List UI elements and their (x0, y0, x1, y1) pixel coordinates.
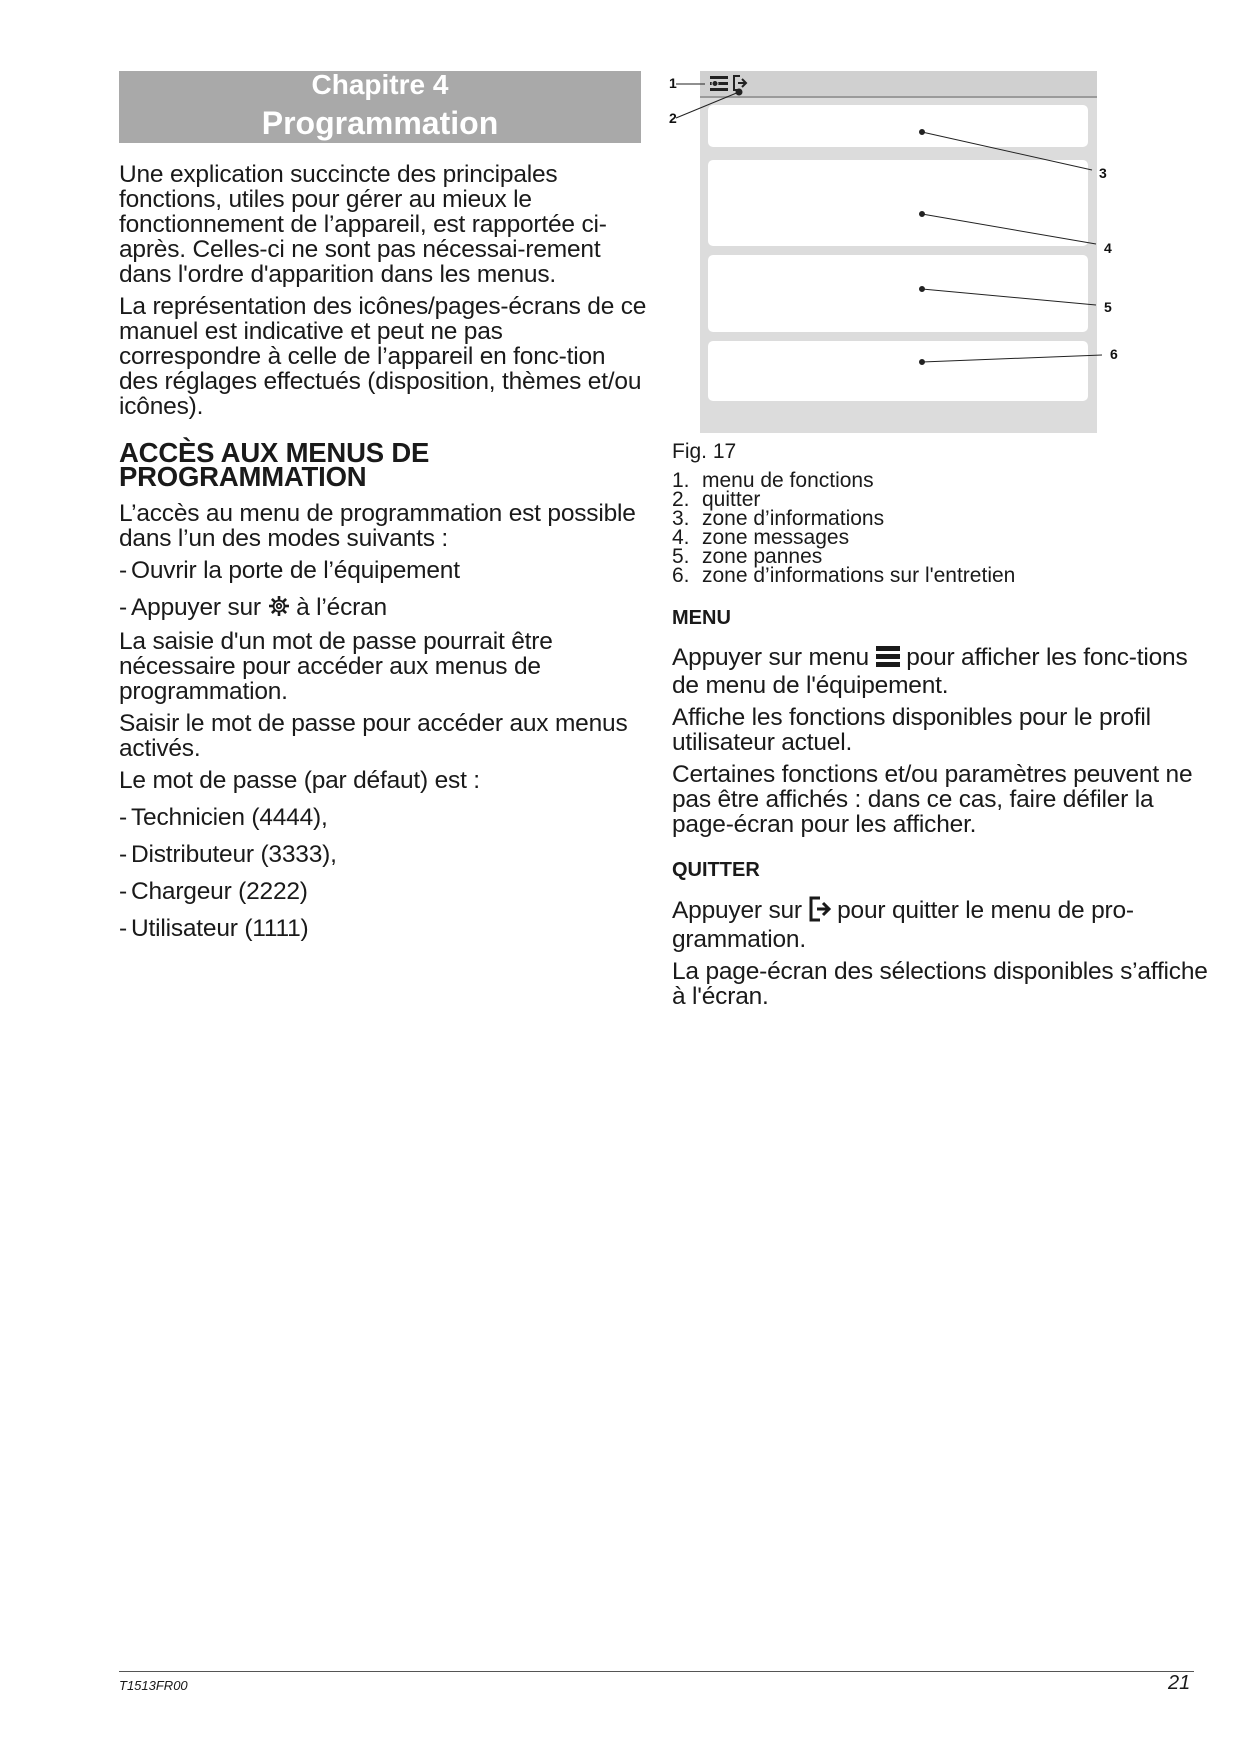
chapter-number: Chapitre 4 (311, 69, 449, 100)
access-mode-2-text-b: à l’écran (296, 594, 387, 621)
access-paragraph-1: L’accès au menu de programmation est possible dans l’un des modes suivants : (119, 500, 636, 552)
exit-icon (809, 896, 831, 927)
legend-item: 4. zone messages (672, 526, 850, 549)
password-item: - Technicien (4444), (119, 804, 328, 832)
quit-paragraph-1: Appuyer sur pour quitter le menu de pro-grammation. (672, 896, 1134, 953)
left-column (119, 162, 649, 953)
password-item: - Chargeur (2222) (119, 878, 308, 906)
intro-paragraph-2: La représentation des icônes/pages-écrans de ce manuel est indicative et peut ne pas correspondre à celle de l’appareil en fonc-tion des réglages effectués (disposition, thèmes et/ou icônes). (119, 293, 647, 420)
figure-caption: Fig. 17 (672, 440, 737, 463)
menu-paragraph-2: Affiche les fonctions disponibles pour le profil utilisateur actuel. (672, 704, 1151, 756)
menu-paragraph-1: Appuyer sur menu pour afficher les fonc-tions de menu de l'équipement. (672, 643, 1188, 699)
access-paragraph-4: Le mot de passe (par défaut) est : (119, 767, 480, 795)
password-item: - Distributeur (3333), (119, 841, 337, 869)
password-chargeur: Chargeur (2222) (131, 878, 308, 906)
access-mode-2-text-a: Appuyer sur (131, 594, 261, 621)
hamburger-menu-icon (876, 644, 900, 673)
page-number: 21 (1168, 1672, 1191, 1694)
intro-paragraph-1: Une explication succincte des principales fonctions, utiles pour gérer au mieux le fonctionnement de l’appareil, est rapportée ci-après. Celles-ci ne sont pas nécessai-rement dans l'ordre d'apparition dans les menus. (119, 161, 607, 288)
access-paragraph-3: Saisir le mot de passe pour accéder aux menus activés. (119, 710, 628, 763)
password-technicien: Technicien (4444), (131, 804, 328, 832)
right-column (672, 441, 1212, 1016)
legend-item: 5. zone pannes (672, 545, 823, 568)
figure-legend (672, 471, 1212, 585)
quit-paragraph-2: La page-écran des sélections disponibles s’affiche à l'écran. (672, 958, 1208, 1010)
access-mode-1: - Ouvrir la porte de l’équipement (119, 557, 460, 584)
callout-3: 3 (1099, 165, 1107, 181)
access-mode-2: - Appuyer sur à l’écran (119, 594, 387, 621)
callout-6: 6 (1110, 346, 1118, 362)
legend-item: 2. quitter (672, 488, 761, 511)
access-heading: ACCÈS AUX MENUS DE PROGRAMMATION (119, 437, 430, 492)
chapter-title: Programmation (261, 105, 499, 141)
access-paragraph-2: La saisie d'un mot de passe pourrait être nécessaire pour accéder aux menus de programmation. (119, 628, 553, 706)
leader-lines (660, 68, 1130, 368)
password-distributeur: Distributeur (3333), (131, 841, 337, 869)
password-item: - Utilisateur (1111) (119, 915, 309, 943)
document-code: T1513FR00 (119, 1678, 188, 1693)
chapter-header (119, 71, 641, 143)
gear-icon (268, 595, 290, 622)
legend-item: 3. zone d’informations (672, 507, 885, 530)
legend-item: 6. zone d’informations sur l'entretien (672, 564, 1016, 587)
password-utilisateur: Utilisateur (1111) (131, 915, 309, 943)
footer-divider (119, 1671, 1194, 1672)
callout-1: 1 (669, 75, 677, 91)
menu-paragraph-3: Certaines fonctions et/ou paramètres peuvent ne pas être affichés : dans ce cas, faire défiler la page-écran pour les afficher. (672, 761, 1193, 838)
legend-item: 1. menu de fonctions (672, 469, 874, 492)
callout-4: 4 (1104, 240, 1112, 256)
callout-2: 2 (669, 110, 677, 126)
callout-5: 5 (1104, 299, 1112, 315)
menu-heading: MENU (672, 607, 731, 629)
access-mode-1-text: Ouvrir la porte de l’équipement (131, 557, 460, 584)
quit-heading: QUITTER (672, 859, 760, 881)
